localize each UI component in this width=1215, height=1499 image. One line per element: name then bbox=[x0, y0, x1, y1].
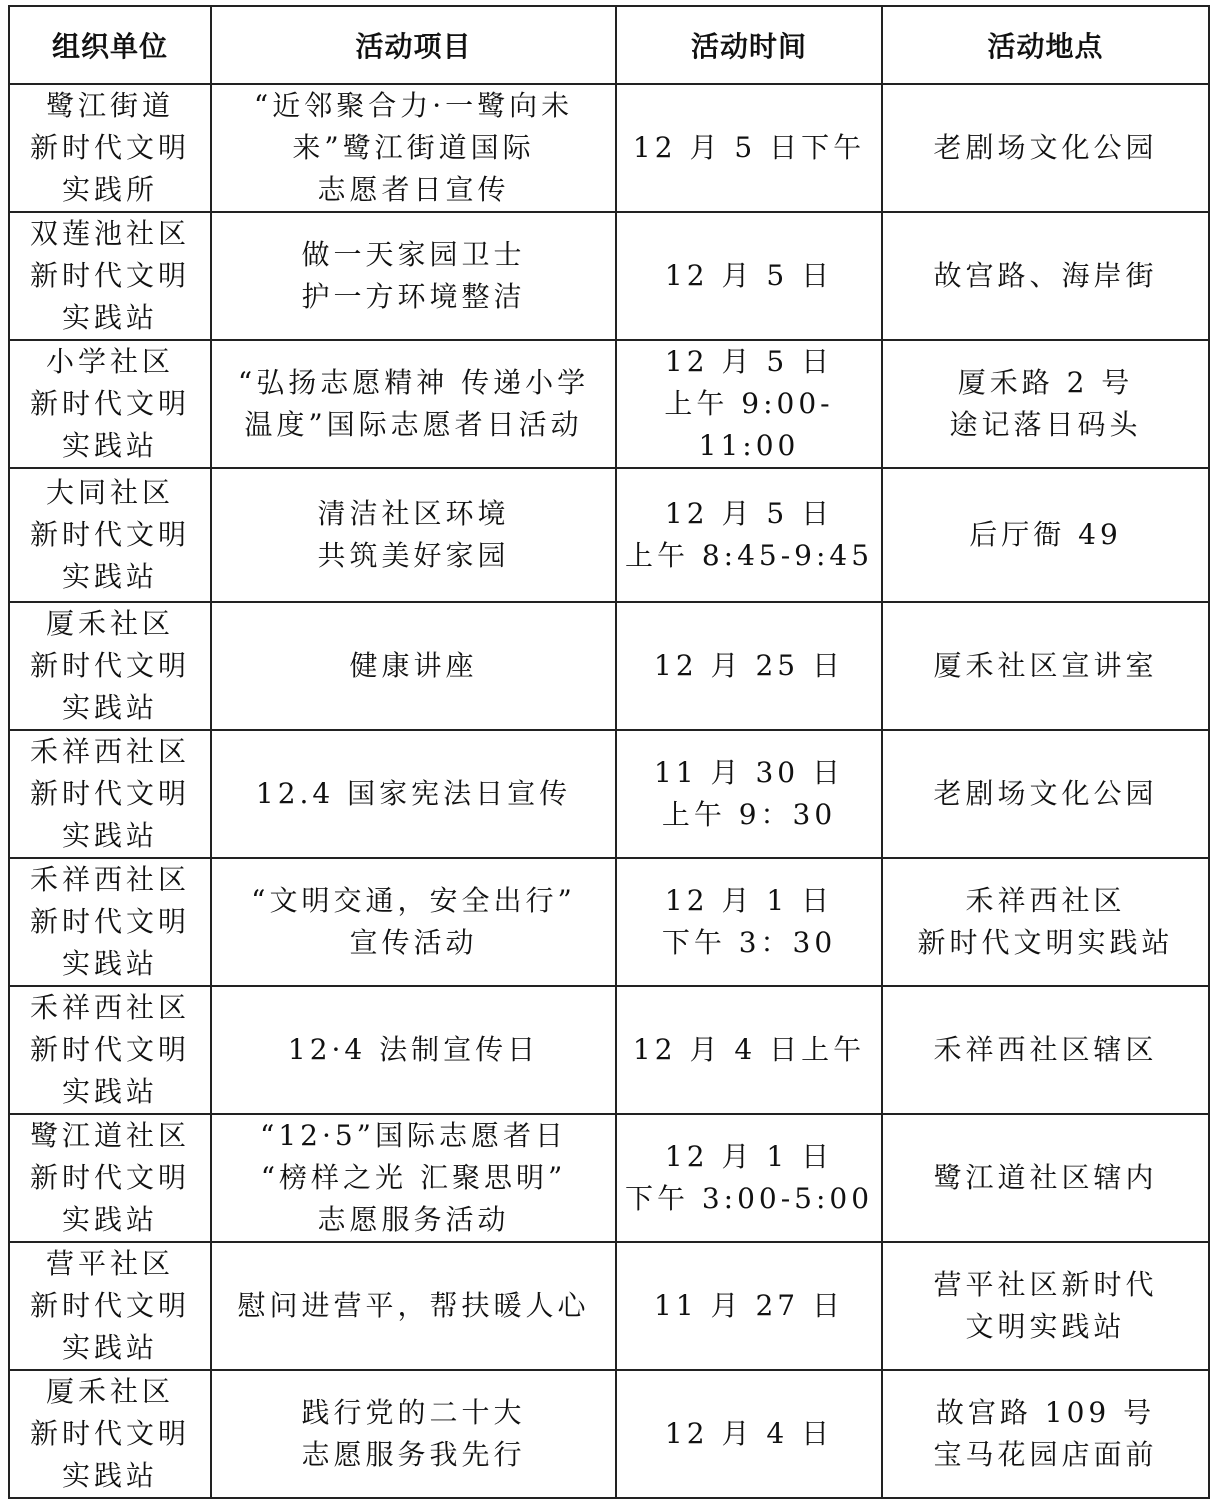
cell-organizer: 禾祥西社区 新时代文明 实践站 bbox=[9, 730, 211, 858]
cell-location: 老剧场文化公园 bbox=[882, 84, 1209, 212]
table-row bbox=[9, 340, 1209, 468]
cell-time: 12 月 5 日 上午 9:00-11:00 bbox=[616, 340, 882, 468]
cell-time: 11 月 30 日 上午 9：30 bbox=[616, 730, 882, 858]
cell-organizer: 厦禾社区 新时代文明 实践站 bbox=[9, 1370, 211, 1498]
table-row bbox=[9, 84, 1209, 212]
header-location: 活动地点 bbox=[882, 6, 1209, 84]
table-row bbox=[9, 858, 1209, 986]
cell-activity: 清洁社区环境 共筑美好家园 bbox=[211, 468, 616, 602]
cell-time: 12 月 1 日 下午 3：30 bbox=[616, 858, 882, 986]
cell-time: 12 月 25 日 bbox=[616, 602, 882, 730]
header-activity: 活动项目 bbox=[211, 6, 616, 84]
cell-activity: 慰问进营平，帮扶暖人心 bbox=[211, 1242, 616, 1370]
table-header-row bbox=[9, 6, 1209, 84]
cell-organizer: 双莲池社区 新时代文明 实践站 bbox=[9, 212, 211, 340]
cell-organizer: 大同社区 新时代文明 实践站 bbox=[9, 468, 211, 602]
cell-organizer: 营平社区 新时代文明 实践站 bbox=[9, 1242, 211, 1370]
cell-activity: 12·4 法制宣传日 bbox=[211, 986, 616, 1114]
cell-location: 厦禾社区宣讲室 bbox=[882, 602, 1209, 730]
table-row bbox=[9, 1370, 1209, 1498]
cell-activity: “12·5”国际志愿者日 “榜样之光 汇聚思明” 志愿服务活动 bbox=[211, 1114, 616, 1242]
table-row bbox=[9, 1114, 1209, 1242]
cell-location: 营平社区新时代 文明实践站 bbox=[882, 1242, 1209, 1370]
cell-activity: “文明交通，安全出行” 宣传活动 bbox=[211, 858, 616, 986]
cell-activity: 12.4 国家宪法日宣传 bbox=[211, 730, 616, 858]
cell-activity: “近邻聚合力·一鹭向未 来”鹭江街道国际 志愿者日宣传 bbox=[211, 84, 616, 212]
table-row bbox=[9, 1242, 1209, 1370]
cell-time: 12 月 4 日 bbox=[616, 1370, 882, 1498]
cell-location: 后厅衙 49 bbox=[882, 468, 1209, 602]
table-row bbox=[9, 468, 1209, 602]
cell-location: 故宫路、海岸街 bbox=[882, 212, 1209, 340]
cell-time: 12 月 5 日下午 bbox=[616, 84, 882, 212]
table-row bbox=[9, 730, 1209, 858]
cell-organizer: 鹭江道社区 新时代文明 实践站 bbox=[9, 1114, 211, 1242]
header-time: 活动时间 bbox=[616, 6, 882, 84]
cell-organizer: 禾祥西社区 新时代文明 实践站 bbox=[9, 986, 211, 1114]
cell-activity: 做一天家园卫士 护一方环境整洁 bbox=[211, 212, 616, 340]
cell-organizer: 厦禾社区 新时代文明 实践站 bbox=[9, 602, 211, 730]
cell-activity: “弘扬志愿精神 传递小学 温度”国际志愿者日活动 bbox=[211, 340, 616, 468]
table-row bbox=[9, 986, 1209, 1114]
cell-time: 11 月 27 日 bbox=[616, 1242, 882, 1370]
cell-location: 禾祥西社区辖区 bbox=[882, 986, 1209, 1114]
cell-time: 12 月 5 日 上午 8:45-9:45 bbox=[616, 468, 882, 602]
cell-location: 故宫路 109 号 宝马花园店面前 bbox=[882, 1370, 1209, 1498]
cell-organizer: 鹭江街道 新时代文明 实践所 bbox=[9, 84, 211, 212]
cell-time: 12 月 5 日 bbox=[616, 212, 882, 340]
cell-location: 厦禾路 2 号 途记落日码头 bbox=[882, 340, 1209, 468]
cell-time: 12 月 1 日 下午 3:00-5:00 bbox=[616, 1114, 882, 1242]
cell-activity: 健康讲座 bbox=[211, 602, 616, 730]
header-organizer: 组织单位 bbox=[9, 6, 211, 84]
activity-table bbox=[8, 5, 1210, 1499]
cell-time: 12 月 4 日上午 bbox=[616, 986, 882, 1114]
activity-table-wrapper bbox=[8, 5, 1208, 1492]
cell-organizer: 小学社区 新时代文明 实践站 bbox=[9, 340, 211, 468]
cell-location: 老剧场文化公园 bbox=[882, 730, 1209, 858]
cell-activity: 践行党的二十大 志愿服务我先行 bbox=[211, 1370, 616, 1498]
table-row bbox=[9, 602, 1209, 730]
cell-organizer: 禾祥西社区 新时代文明 实践站 bbox=[9, 858, 211, 986]
cell-location: 禾祥西社区 新时代文明实践站 bbox=[882, 858, 1209, 986]
cell-location: 鹭江道社区辖内 bbox=[882, 1114, 1209, 1242]
table-row bbox=[9, 212, 1209, 340]
